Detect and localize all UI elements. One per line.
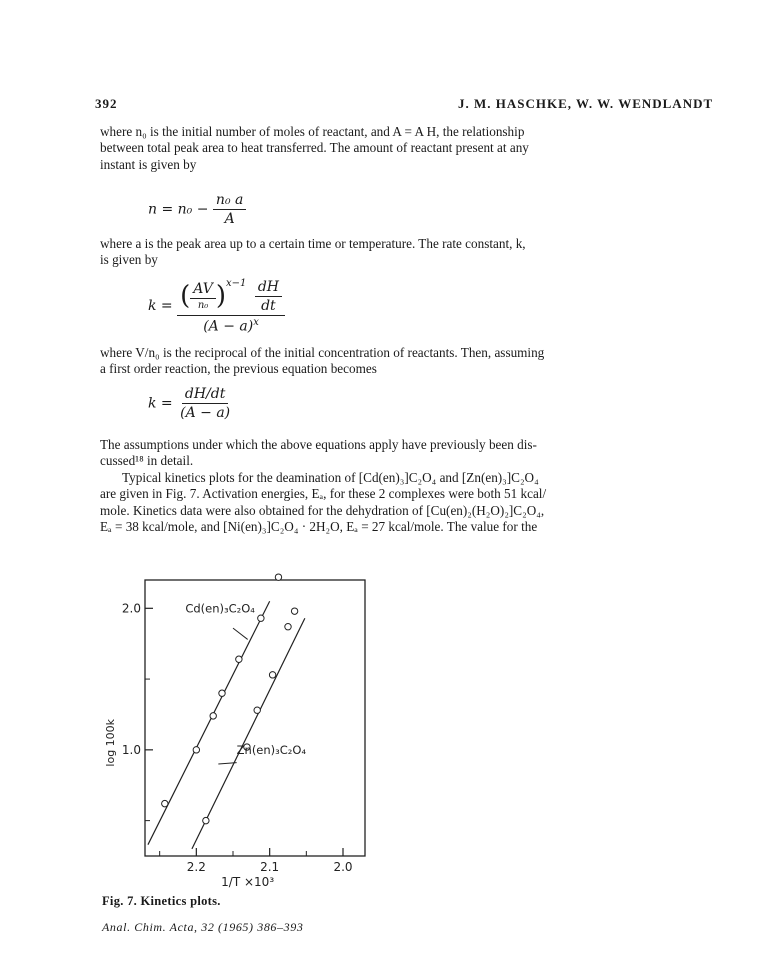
y-axis-label: log 100k [104,718,117,767]
paragraph-4 [100,437,710,535]
page-number: 392 [95,96,118,111]
text-line: Eₐ = 38 kcal/mole, and [Ni(en)₃]C₂O₄ · 2H₂O, Eₐ = 27 kcal/mole. The value for the [100,519,538,535]
fraction-denominator: A [224,211,235,227]
denominator-exponent: x [253,316,259,328]
figure-caption: Fig. 7. Kinetics plots. [102,894,221,908]
kinetics-chart [88,565,378,895]
equation-fraction [177,386,233,421]
text-line: where a is the peak area up to a certain time or temperature. The rate constant, k, [100,236,526,251]
equation-3 [148,386,233,421]
text-line: The assumptions under which the above equations apply have previously been dis- [100,437,537,452]
equation-lhs: k = [148,395,173,412]
derivative-denominator: dt [261,297,276,314]
journal-reference: Anal. Chim. Acta, 32 (1965) 386–393 [102,920,304,934]
derivative-fraction [255,279,282,314]
y-tick-label: 1.0 [121,742,141,757]
label-arrow [233,628,248,639]
text-line: is given by [100,252,158,268]
text-line: cussed¹⁸ in detail. [100,453,194,469]
data-point [162,800,168,806]
x-axis-label: 1/T ×10³ [221,875,275,889]
fit-line [148,601,270,844]
x-tick-label: 2.1 [260,860,280,874]
running-head-authors: J. M. HASCHKE, W. W. WENDLANDT [458,96,714,111]
text-line: are given in Fig. 7. Activation energies, Eₐ, for these 2 complexes were both 51 kcal/ [100,486,547,502]
text-line: instant is given by [100,156,197,172]
equation-lhs: k = [148,298,173,315]
data-point [285,624,291,630]
equation-fraction [213,192,246,227]
text-line: where n₀ is the initial number of moles of reactant, and A = A H, the relationship [100,124,525,139]
text-line: a first order reaction, the previous equation becomes [100,361,377,377]
text-line: Typical kinetics plots for the deamination of [Cd(en)₃]C₂O₄ and [Zn(en)₃]C₂O₄ [122,469,539,485]
text-line: mole. Kinetics data were also obtained for the dehydration of [Cu(en)₂(H₂O)₂]C₂O₄, [100,502,545,518]
fit-line [192,618,305,849]
fraction-numerator: ( $\frac{AV}{\text{n₀}}$ )$^{x-1}$ $\frac{dH}{dt}$ [177,278,285,316]
denominator-base: (A − a) [203,318,254,335]
inner-fraction [190,281,216,311]
exponent: x−1 [225,278,247,289]
data-point [269,672,275,678]
fit-lines [148,601,305,849]
data-point [275,574,281,580]
equation-fraction [177,278,285,334]
y-tick-label: 2.0 [121,601,141,616]
data-point [291,608,297,614]
data-point [219,690,225,696]
paragraph-1 [100,124,710,173]
text-line: where V/n₀ is the reciprocal of the initial concentration of reactants. Then, assuming [100,345,545,360]
inner-denominator: n₀ [197,300,209,311]
fraction-denominator: (A − a) [180,405,231,421]
equation-lhs: n = n₀ − [148,201,209,218]
x-tick-label: 2.0 [333,860,353,874]
plot-frame [145,580,365,856]
text-line: between total peak area to heat transferred. The amount of reactant present at any [100,140,529,156]
fraction-denominator [200,316,262,335]
x-tick-label: 2.2 [186,860,206,874]
data-point [193,747,199,753]
fraction-numerator: n₀ a [213,192,246,210]
series-label: Cd(en)₃C₂O₄ [185,601,255,616]
derivative-numerator: dH [255,279,282,297]
fraction-numerator: dH/dt [182,386,228,404]
equation-2 [148,278,285,334]
data-point [236,656,242,662]
data-point [258,615,264,621]
axes [104,601,353,889]
paragraph-3 [100,345,710,378]
data-point [210,713,216,719]
equation-1 [148,192,246,227]
series-label: Zn(en)₃C₂O₄ [236,743,307,758]
data-point [203,817,209,823]
paragraph-2 [100,236,710,269]
data-point [254,707,260,713]
inner-numerator: AV [190,281,216,299]
